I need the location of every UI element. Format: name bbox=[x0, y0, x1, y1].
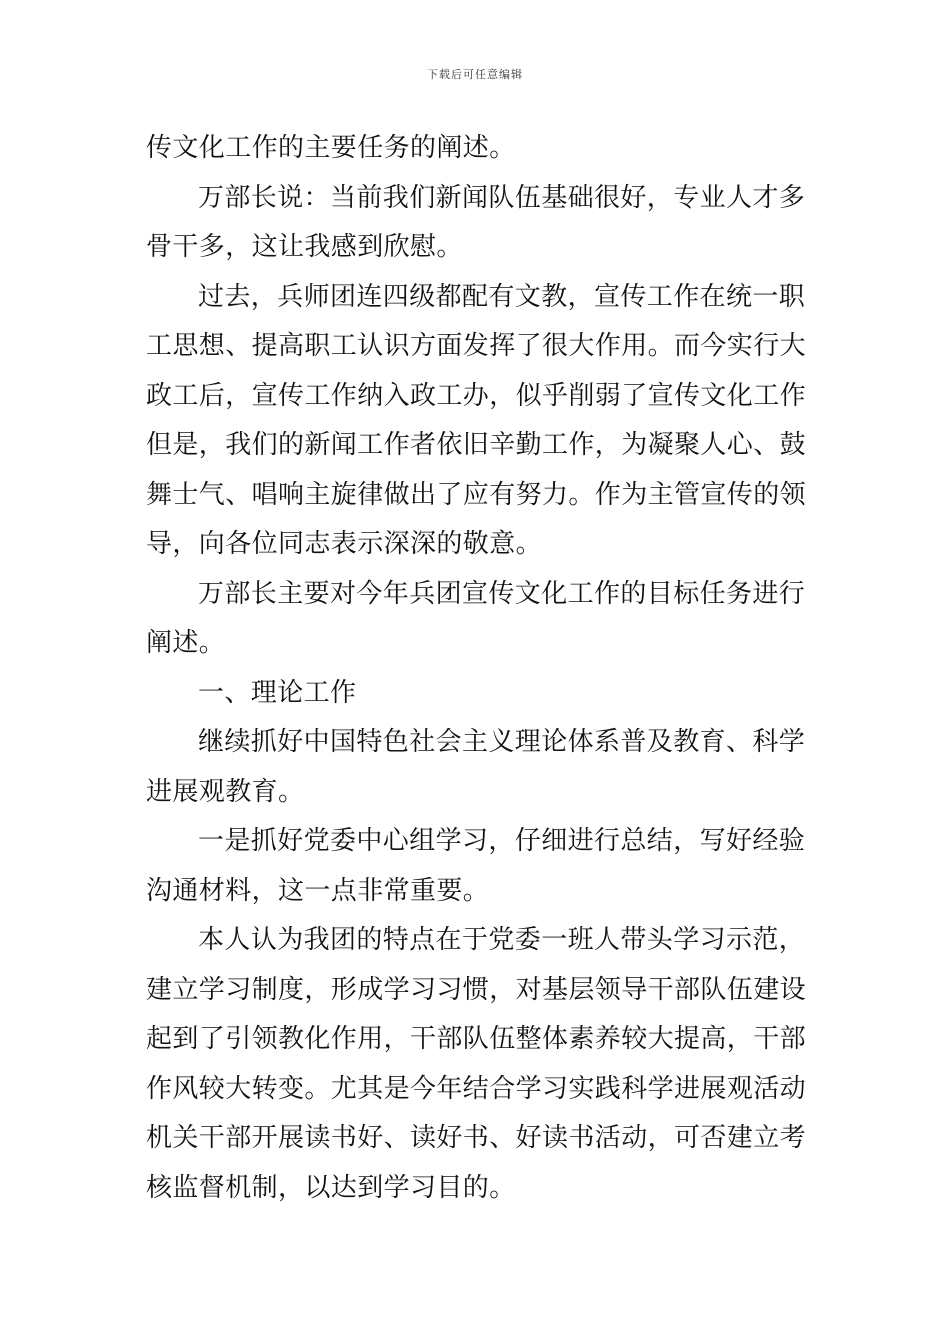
paragraph-continued: 传文化工作的主要任务的阐述。 bbox=[146, 133, 516, 163]
document-body bbox=[146, 124, 808, 1213]
paragraph: 本人认为我团的特点在于党委一班人带头学习示范，建立学习制度，形成学习习惯，对基层领导干部队伍建设起到了引领教化作用，干部队伍整体素养较大提高，干部作风较大转变。尤其是今年结合学习实践科学进展观活动机关干部开展读书好、读好书、好读书活动，可否建立考核监督机制，以达到学习目的。 bbox=[146, 925, 807, 1203]
section-heading: 一、理论工作 bbox=[198, 677, 357, 708]
paragraph: 一是抓好党委中心组学习，仔细进行总结，写好经验沟通材料，这一点非常重要。 bbox=[146, 826, 806, 906]
header-note: 下载后可任意编辑 bbox=[427, 68, 523, 81]
paragraph: 万部长主要对今年兵团宣传文化工作的目标任务进行阐述。 bbox=[146, 578, 806, 658]
paragraph: 过去，兵师团连四级都配有文教，宣传工作在统一职工思想、提高职工认识方面发挥了很大作用。而今实行大政工后，宣传工作纳入政工办，似乎削弱了宣传文化工作但是，我们的新闻工作者依旧辛勤工作，为凝聚人心、鼓舞士气、唱响主旋律做出了应有努力。作为主管宣传的领导，向各位同志表示深深的敬意。 bbox=[146, 281, 807, 559]
paragraph: 万部长说：当前我们新闻队伍基础很好，专业人才多骨干多，这让我感到欣慰。 bbox=[146, 182, 806, 262]
paragraph: 继续抓好中国特色社会主义理论体系普及教育、科学进展观教育。 bbox=[146, 727, 806, 807]
